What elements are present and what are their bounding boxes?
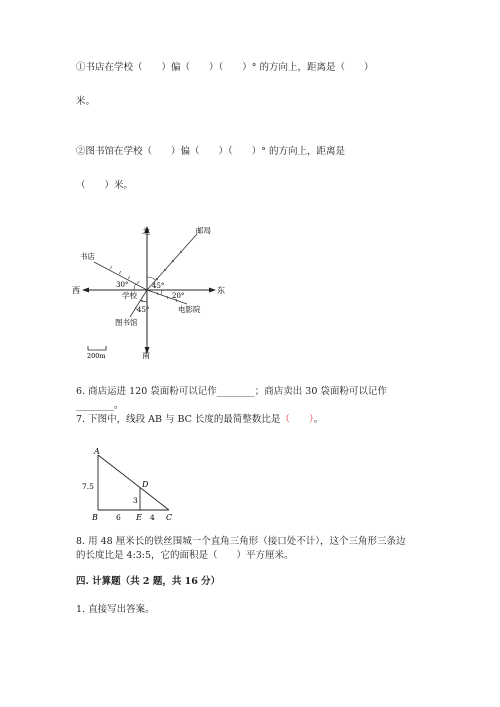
- vertex-d-label: D: [142, 480, 149, 489]
- scale-bar: [88, 346, 106, 350]
- q4-1-text: 1. 直接写出答案。: [76, 604, 155, 615]
- angle-arc-bookstore: [134, 284, 136, 290]
- north-label: 北: [142, 227, 150, 236]
- be-length-label: 6: [116, 513, 121, 522]
- q7-answer-blank: （ ）: [280, 414, 314, 425]
- q5-item1-line1: ①书店在学校（ ）偏（ ）（ ）° 的方向上，距离是（ ）: [76, 62, 374, 73]
- ec-length-label: 4: [150, 513, 155, 522]
- ab-length-label: 7.5: [82, 482, 94, 491]
- angle-45-ne-label: 45°: [152, 282, 165, 290]
- post-office-label: 邮局: [196, 226, 211, 235]
- scale-label: 200m: [87, 352, 106, 360]
- east-arrow-icon: [209, 288, 216, 293]
- cinema-label: 电影院: [178, 305, 201, 314]
- q6-line2: ________。: [76, 400, 124, 411]
- south-label: 南: [142, 351, 150, 360]
- angle-arc-cinema: [161, 290, 162, 295]
- vertex-c-label: C: [166, 513, 173, 522]
- q7-text-after: 。: [313, 414, 324, 425]
- q6-line1: 6. 商店运进 120 袋面粉可以记作________；商店卖出 30 袋面粉可以记作: [76, 386, 387, 397]
- q5-item2-line1: ②图书馆在学校（ ）偏（ ）（ ）° 的方向上，距离是: [76, 146, 346, 157]
- q5-item2-line2: （ ）米。: [76, 180, 134, 191]
- q7-text-before: 7. 下图中，线段 AB 与 BC 长度的最简整数比是: [76, 414, 281, 425]
- angle-30-label: 30°: [116, 281, 129, 289]
- angle-45-sw-label: 45°: [137, 306, 150, 314]
- vertex-a-label: A: [94, 447, 100, 456]
- library-label: 图书馆: [115, 318, 138, 327]
- west-label: 西: [72, 286, 80, 295]
- section-4-heading: 四. 计算题（共 2 题，共 16 分）: [76, 576, 221, 587]
- q8-line2: 的长度比是 4:3:5，它的面积是（ ）平方厘米。: [76, 550, 294, 561]
- west-arrow-icon: [82, 288, 89, 293]
- de-length-label: 3: [133, 496, 138, 505]
- triangle-figure: [80, 447, 190, 527]
- bookstore-label: 书店: [80, 252, 95, 261]
- school-label: 学校: [122, 291, 137, 300]
- angle-20-label: 20°: [172, 292, 185, 300]
- q5-item1-line2: 米。: [76, 96, 96, 107]
- angle-arc-post-office: [147, 277, 156, 281]
- east-label: 东: [217, 286, 225, 295]
- vertex-b-label: B: [92, 513, 98, 522]
- direction-map-figure: [72, 222, 242, 362]
- q8-line1: 8. 用 48 厘米长的铁丝围城一个直角三角形（接口处不计），这个三角形三条边: [76, 536, 406, 547]
- q7-question: [76, 414, 323, 426]
- vertex-e-label: E: [136, 513, 142, 522]
